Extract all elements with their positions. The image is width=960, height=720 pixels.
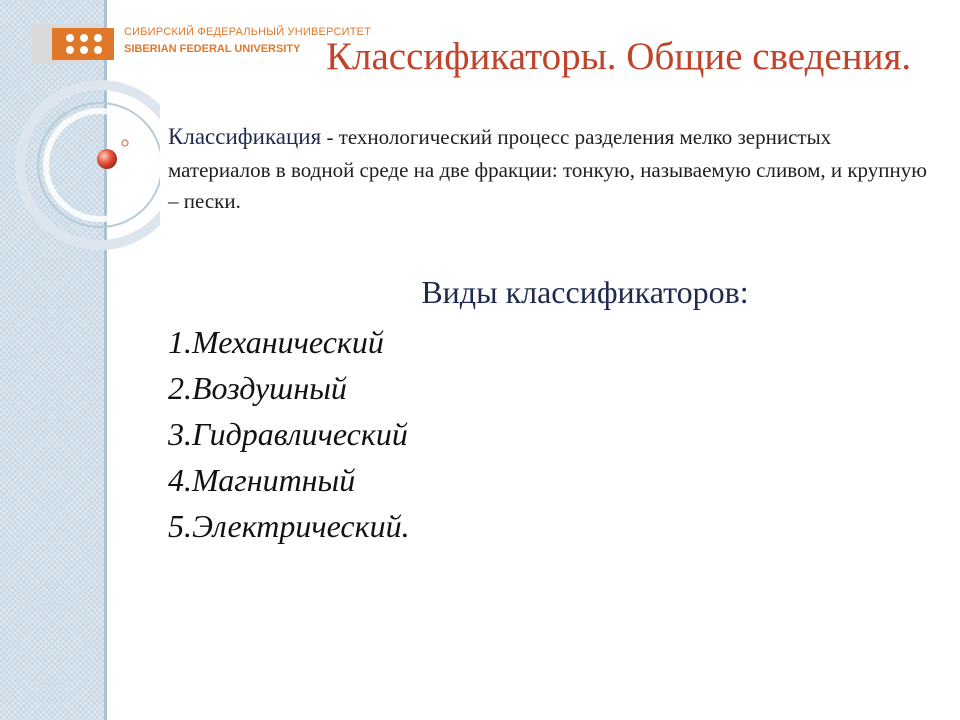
types-list (168, 319, 410, 549)
sfu-logo-icon (30, 22, 122, 66)
definition-term: Классификация (168, 124, 322, 149)
definition-paragraph (168, 120, 928, 218)
orb-icon (97, 149, 117, 169)
logo-text-en: SIBERIAN FEDERAL UNIVERSITY (124, 43, 301, 55)
small-ring-icon (122, 140, 128, 146)
list-item: 2.Воздушный (168, 370, 347, 406)
logo-text-ru: СИБИРСКИЙ ФЕДЕРАЛЬНЫЙ УНИВЕРСИТЕТ (124, 26, 372, 38)
types-heading: Виды классификаторов: (421, 274, 749, 310)
slide-title: Классификаторы. Общие сведения. (326, 35, 912, 78)
list-item: 4.Магнитный (168, 462, 356, 498)
list-item: 3.Гидравлический (168, 416, 408, 452)
list-item: 1.Механический (168, 324, 384, 360)
definition-text: - технологический процесс разделения мелко зернистых материалов в водной среде на две фракции: тонкую, называемую сливом, и крупную – пески. (168, 125, 927, 213)
list-item: 5.Электрический. (168, 508, 410, 544)
